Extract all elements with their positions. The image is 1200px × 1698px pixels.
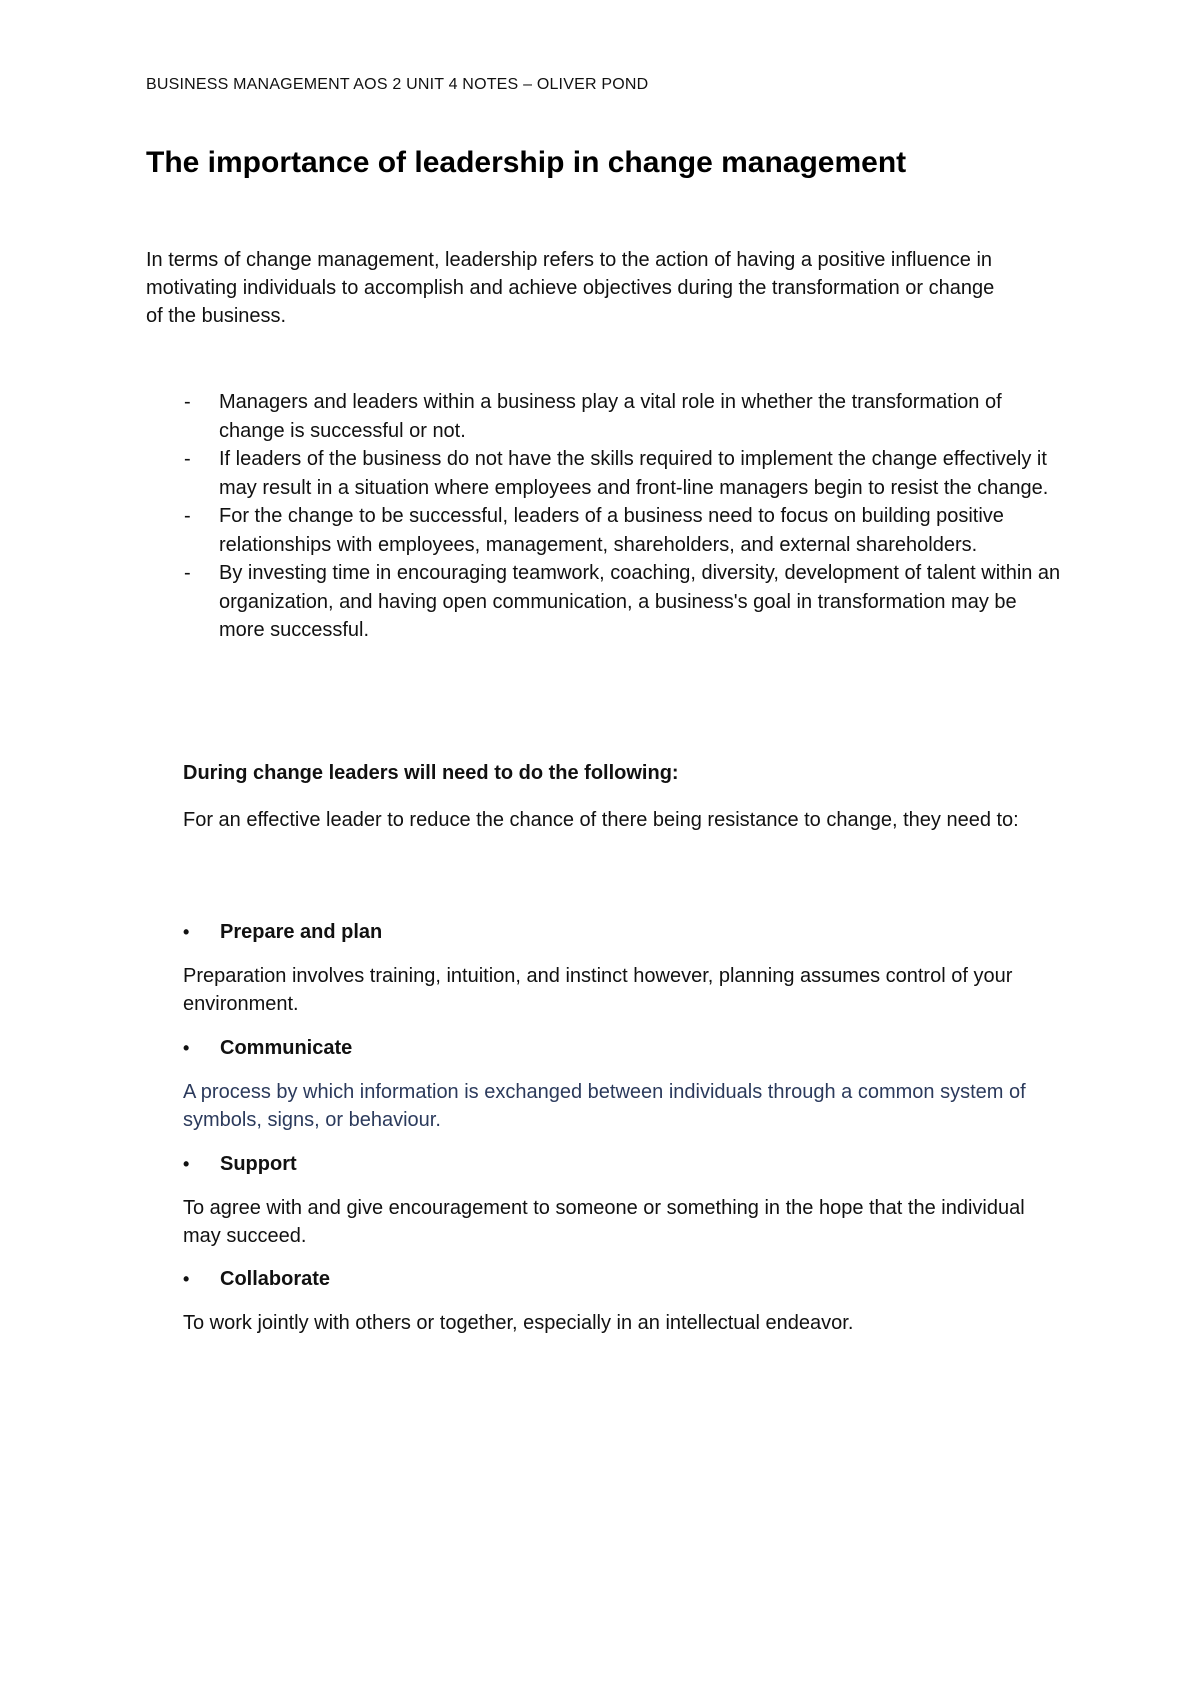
section-heading: During change leaders will need to do the following: [183, 762, 679, 784]
list-item-text: If leaders of the business do not have the skills required to implement the change effectively it may result in a situation where employees and front-line managers begin to resist the change. [219, 448, 1049, 499]
list-item-text: Managers and leaders within a business play a vital role in whether the transformation of change is successful or not. [219, 391, 1002, 442]
requirement-description: Preparation involves training, intuition, and instinct however, planning assumes control of your environment. [183, 965, 1013, 1015]
page-title: The importance of leadership in change management [146, 146, 907, 179]
list-item-text: By investing time in encouraging teamwork, coaching, diversity, development of talent within an organization, and having open communication, a business's goal in transformation may be more successful. [219, 562, 1061, 641]
requirement-collaborate [183, 1265, 1063, 1337]
requirement-communicate [183, 1034, 1063, 1134]
requirement-description: To work jointly with others or together, especially in an intellectual endeavor. [183, 1312, 854, 1334]
requirement-heading: Collaborate [220, 1268, 331, 1290]
requirement-support [183, 1150, 1063, 1250]
bullet-icon: • [183, 922, 190, 942]
requirement-heading: Prepare and plan [220, 921, 383, 943]
list-item-text: For the change to be successful, leaders of a business need to focus on building positive relationships with employees, management, shareholders, and external shareholders. [219, 505, 1004, 556]
intro-paragraph: In terms of change management, leadership refers to the action of having a positive influence in motivating individuals to accomplish and achieve objectives during the transformation or change of the business. [146, 249, 995, 327]
requirement-prepare-and-plan [183, 918, 1063, 1018]
key-points-list [146, 388, 1066, 645]
list-item [146, 445, 1066, 502]
dash-marker: - [184, 448, 191, 470]
section-lead-paragraph: For an effective leader to reduce the chance of there being resistance to change, they need to: [183, 809, 1019, 831]
requirement-description: To agree with and give encouragement to someone or something in the hope that the individual may succeed. [183, 1197, 1025, 1247]
bullet-icon: • [183, 1269, 190, 1289]
requirement-heading: Support [220, 1153, 297, 1175]
list-item [146, 502, 1066, 559]
dash-marker: - [184, 505, 191, 527]
requirement-heading: Communicate [220, 1037, 353, 1059]
bullet-icon: • [183, 1154, 190, 1174]
dash-marker: - [184, 562, 191, 584]
requirement-description: A process by which information is exchanged between individuals through a common system of symbols, signs, or behaviour. [183, 1081, 1026, 1131]
page-header: BUSINESS MANAGEMENT AOS 2 UNIT 4 NOTES – OLIVER POND [146, 76, 649, 93]
list-item [146, 388, 1066, 445]
dash-marker: - [184, 391, 191, 413]
bullet-icon: • [183, 1038, 190, 1058]
list-item [146, 559, 1066, 645]
